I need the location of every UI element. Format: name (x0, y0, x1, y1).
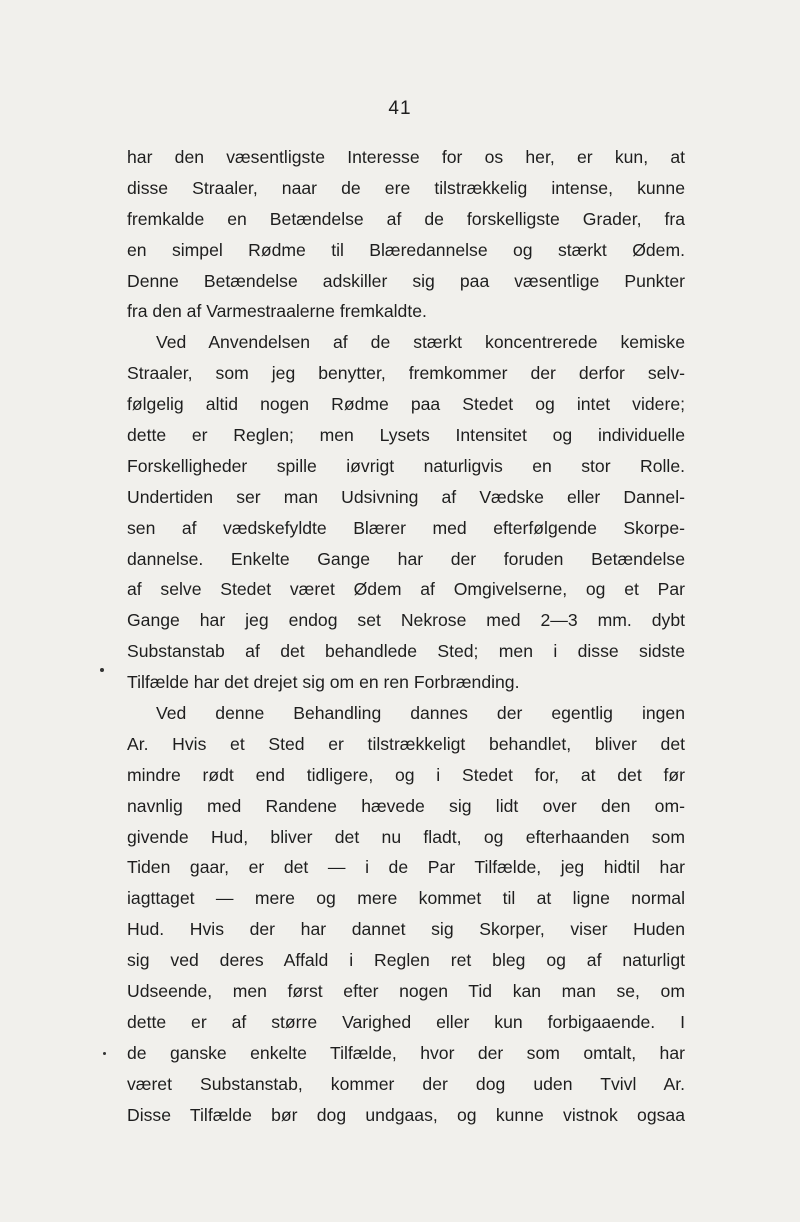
text-line: Forskelligheder spille iøvrigt naturligvis en stor Rolle. (127, 455, 685, 476)
text-line: af selve Stedet været Ødem af Omgivelserne, og et Par (127, 579, 685, 600)
text-line: Disse Tilfælde bør dog undgaas, og kunne vistnok ogsaa (127, 1104, 685, 1125)
text-line: de ganske enkelte Tilfælde, hvor der som omtalt, har (127, 1042, 685, 1063)
text-line: Tiden gaar, er det — i de Par Tilfælde, jeg hidtil har (127, 857, 685, 878)
text-line: navnlig med Randene hævede sig lidt over den om- (127, 795, 685, 816)
print-speck (103, 1052, 106, 1055)
text-line: dannelse. Enkelte Gange har der foruden Betændelse (127, 548, 685, 569)
text-line: disse Straaler, naar de ere tilstrækkelig intense, kunne (127, 177, 685, 198)
text-line: Substanstab af det behandlede Sted; men i disse sidste (127, 641, 685, 662)
text-line: givende Hud, bliver det nu fladt, og efterhaanden som (127, 826, 685, 847)
print-speck (100, 668, 104, 672)
text-line: fremkalde en Betændelse af de forskelligste Grader, fra (127, 208, 685, 229)
text-line: iagttaget — mere og mere kommet til at ligne normal (127, 888, 685, 909)
page-number: 41 (388, 98, 412, 119)
text-line: dette er Reglen; men Lysets Intensitet og individuelle (127, 425, 685, 446)
text-line: Tilfælde har det drejet sig om en ren Forbrænding. (127, 672, 520, 693)
text-line: har den væsentligste Interesse for os her, er kun, at (127, 147, 685, 167)
text-line: en simpel Rødme til Blæredannelse og stærkt Ødem. (127, 239, 685, 260)
text-line: Udseende, men først efter nogen Tid kan man se, om (127, 981, 685, 1002)
text-line: Ar. Hvis et Sted er tilstrækkeligt behandlet, bliver det (127, 733, 685, 754)
text-line: Ved denne Behandling dannes der egentlig ingen (156, 703, 685, 724)
text-line: Gange har jeg endog set Nekrose med 2—3 mm. dybt (127, 610, 685, 631)
text-line: været Substanstab, kommer der dog uden Tvivl Ar. (127, 1073, 685, 1094)
text-line: følgelig altid nogen Rødme paa Stedet og intet videre; (127, 394, 685, 415)
text-line: sen af vædskefyldte Blærer med efterfølgende Skorpe- (127, 517, 685, 538)
text-line: Ved Anvendelsen af de stærkt koncentrerede kemiske (156, 332, 685, 353)
body-text (127, 142, 685, 1131)
text-line: dette er af større Varighed eller kun forbigaaende. I (127, 1011, 685, 1032)
text-line: fra den af Varmestraalerne fremkaldte. (127, 301, 427, 322)
text-line: Straaler, som jeg benytter, fremkommer der derfor selv- (127, 363, 685, 384)
text-line: Denne Betændelse adskiller sig paa væsentlige Punkter (127, 270, 685, 291)
text-line: mindre rødt end tidligere, og i Stedet for, at det før (127, 764, 685, 785)
text-line: sig ved deres Affald i Reglen ret bleg og af naturligt (127, 950, 685, 971)
text-line: Hud. Hvis der har dannet sig Skorper, viser Huden (127, 919, 685, 940)
text-line: Undertiden ser man Udsivning af Vædske eller Dannel- (127, 486, 685, 507)
